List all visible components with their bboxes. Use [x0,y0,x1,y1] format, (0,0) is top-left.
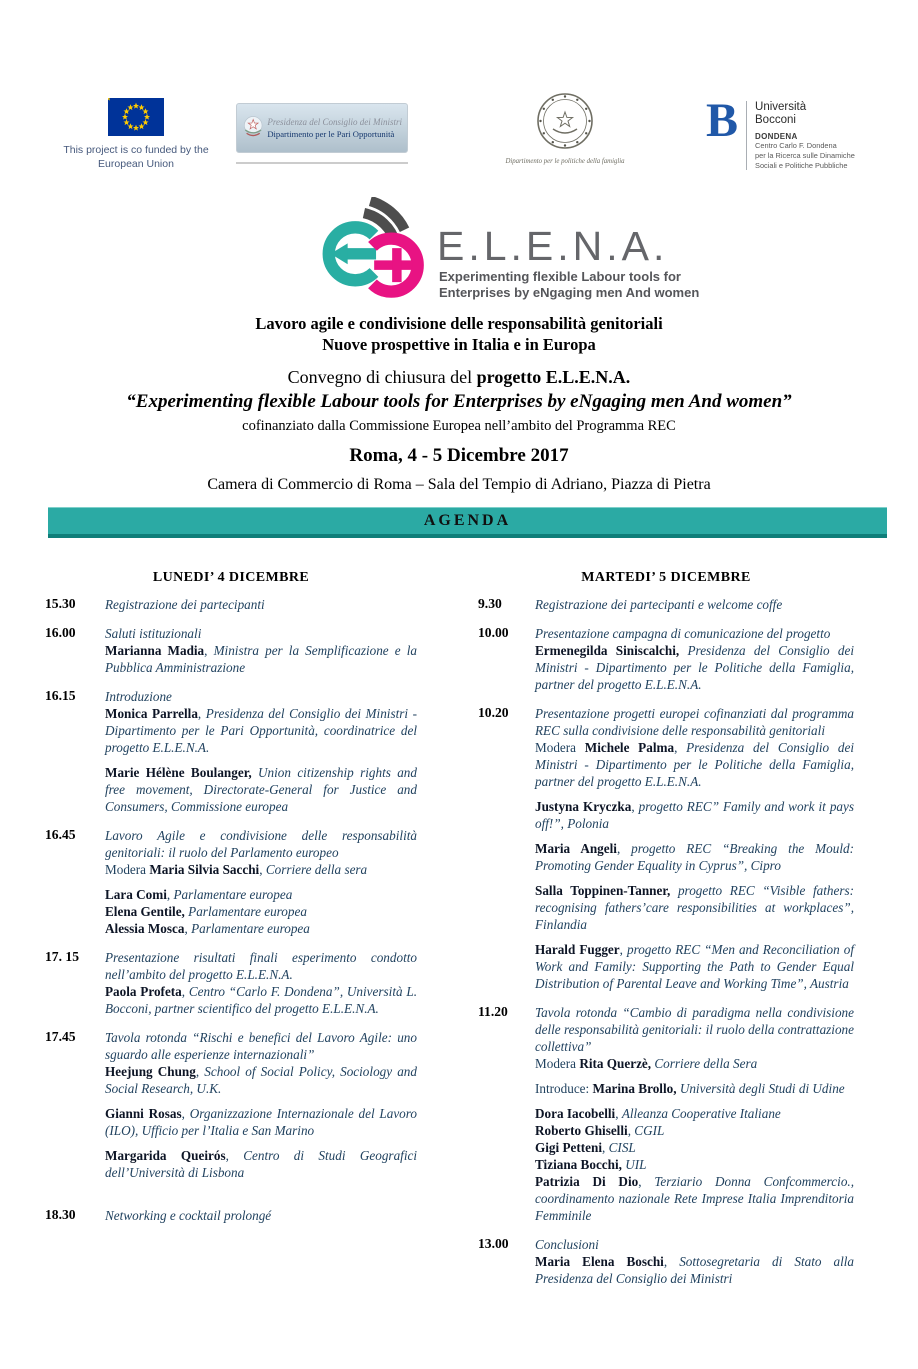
agenda-entry [105,827,417,937]
agenda-text-run: Centro “Carlo F. Dondena”, Università L. Bocconi, partner scientifico del progetto E.L.E.N.A. [105,984,417,1016]
agenda-text-run: Justyna Kryczka [535,799,632,814]
agenda-item [478,596,854,613]
agenda-paragraph [105,1147,417,1181]
elena-tagline [439,269,699,302]
logo-family-department [503,92,627,165]
agenda-paragraph [105,1207,417,1224]
agenda-text-run: Gigi Petteni [535,1140,603,1155]
agenda-paragraph [105,903,417,920]
agenda-text-run [679,643,687,658]
logo-presidenza-consiglio [236,103,408,164]
event-title-line1: Lavoro agile e condivisione delle responsabilità genitoriali [255,314,663,333]
agenda-text-run: , [195,1064,205,1079]
agenda-paragraph [105,861,417,878]
agenda-paragraph [105,1063,417,1097]
agenda-time: 16.00 [45,625,76,640]
agenda-text-run: Modera [105,862,150,877]
agenda-paragraph [105,642,417,676]
convegno-line [0,367,918,388]
agenda-text-run: Monica Parrella [105,706,198,721]
agenda-text-run: , [638,1174,655,1189]
agenda-text-run: Registrazione dei partecipanti [105,597,265,612]
agenda-time: 15.30 [45,596,76,611]
agenda-text-run: Tiziana Bocchi, [535,1157,622,1172]
pcm-divider [236,162,408,164]
agenda-text-run: Organizzazione Internazionale del Lavoro (ILO), Ufficio per l’Italia e San Marino [105,1106,417,1138]
agenda-text-run: Rita Querzè, [579,1056,652,1071]
agenda-time: 10.20 [478,705,509,720]
agenda-item [45,827,417,937]
agenda-paragraph [535,625,854,642]
agenda-text-run: Terziario Donna Confcommercio., coordinamento nazionale Rete Imprese Italia Imprenditoria Femminile [535,1174,855,1223]
agenda-text-run: Presentazione progetti europei cofinanziati dal programma REC sulla condivisione delle responsabilità genitoriali [535,706,854,738]
agenda-entry [105,1207,417,1224]
logo-eu [58,98,214,171]
agenda-text-run: Parlamentare europea [173,887,293,902]
event-venue: Camera di Commercio di Roma – Sala del Tempio di Adriano, Piazza di Pietra [207,476,711,493]
bocconi-name: Bocconi [755,114,796,127]
convegno-project: progetto E.L.E.N.A. [476,367,631,387]
agenda-text-run: , [259,862,266,877]
agenda-paragraph [105,949,417,983]
bocconi-small2: per la Ricerca sulle Dinamiche [755,151,855,161]
pcm-emblem-icon [242,107,264,149]
agenda-text-run: , [619,942,627,957]
agenda-text-run: Presidenza del Consiglio dei Ministri - Dipartimento per le Politiche della Famiglia, partner del progetto E.L.E.N.A. [535,740,854,789]
agenda-text-run: Presidenza del Consiglio dei Ministri - Dipartimento per le Pari Opportunità, coordinatrice del progetto E.L.E.N.A. [105,706,417,755]
agenda-text-run: Elena Gentile, [105,904,185,919]
agenda-text-run: Lara Comi [105,887,167,902]
agenda-text-run: , [674,740,687,755]
agenda-items-tuesday [478,596,854,1287]
event-date: Roma, 4 - 5 Dicembre 2017 [349,445,569,466]
agenda-item [45,596,417,613]
subtitle-quote: “Experimenting flexible Labour tools for Enterprises by eNgaging men And women” [126,391,792,412]
agenda-text-run: , [197,706,206,721]
agenda-time: 11.20 [478,1004,508,1019]
eu-flag-icon [108,98,164,136]
agenda-text-run: CISL [608,1140,636,1155]
agenda-text-run: Dora Iacobelli [535,1106,616,1121]
agenda-text-run: , [166,887,174,902]
agenda-paragraph [535,739,854,790]
agenda-text-run: Heejung Chung [105,1064,196,1079]
agenda-text-run: Centro di Studi Geografici dell’Università di Lisbona [105,1148,418,1180]
agenda-paragraph [105,705,417,756]
pcm-line1: Presidenza del Consiglio dei Ministri [267,117,402,127]
agenda-entry [105,688,417,815]
agenda-paragraph [105,886,417,903]
agenda-time: 10.00 [478,625,509,640]
agenda-text-run: Alleanza Cooperative Italiane [621,1106,781,1121]
bocconi-b-mark: B [706,94,739,147]
agenda-text-run: CGIL [634,1123,665,1138]
agenda-text-run: Marie Hélène Boulanger, [105,765,252,780]
agenda-time: 17.45 [45,1029,76,1044]
agenda-text-run: Maria Silvia Sacchi [149,862,260,877]
agenda-paragraph [535,1004,854,1055]
agenda-text-run [670,883,678,898]
agenda-paragraph [535,596,854,613]
agenda-text-run: Università degli Studi di Udine [679,1081,845,1096]
agenda-entry [105,596,417,613]
pcm-line2: Dipartimento per le Pari Opportunità [267,129,395,139]
agenda-paragraph [105,596,417,613]
agenda-text-run: Alessia Mosca [105,921,185,936]
agenda-time: 16.15 [45,688,76,703]
agenda-paragraph [535,1122,854,1139]
agenda-text-run: Gianni Rosas [105,1106,182,1121]
agenda-text-run: Paola Profeta [105,984,182,999]
agenda-text-run: Marina Brollo, [592,1081,677,1096]
elena-wordmark: E.L.E.N.A. [437,223,669,269]
bocconi-divider [746,101,747,170]
agenda-paragraph [535,1080,854,1097]
agenda-item [45,688,417,815]
elena-mark-icon [321,197,433,303]
agenda-text-run: Michele Palma [584,740,675,755]
agenda-item [478,1004,854,1224]
agenda-items-monday [45,596,417,1224]
agenda-entry [535,1236,854,1287]
agenda-paragraph [105,688,417,705]
agenda-text-run: , [602,1140,609,1155]
agenda-paragraph [105,920,417,937]
agenda-paragraph [105,1029,417,1063]
agenda-time: 18.30 [45,1207,76,1222]
eu-funding-caption: This project is co funded by the European Union [63,144,209,171]
agenda-text-run: Registrazione dei partecipanti e welcome coffe [535,597,783,612]
agenda-text-run: Ermenegilda Siniscalchi, [535,643,680,658]
pcm-text [267,117,402,139]
agenda-paragraph [535,798,854,832]
agenda-entry [535,705,854,992]
agenda-text-run: progetto REC “Breaking the Mould: Promoting Gender Equality in Cyprus”, Cipro [535,841,854,873]
agenda-paragraph [535,1253,854,1287]
agenda-text-run: , [615,1106,622,1121]
agenda-text-run: Tavola rotonda “Cambio di paradigma nella condivisione delle responsabilità genitoriali: il ruolo della contrattazione collettiva” [535,1005,854,1054]
cofunding-line: cofinanziato dalla Commissione Europea nell’ambito del Programma REC [242,418,676,434]
agenda-paragraph [535,705,854,739]
agenda-text-run: Conclusioni [535,1237,599,1252]
agenda-paragraph [535,1139,854,1156]
agenda-text-run: Modera [535,1056,580,1071]
agenda-text-run: Tavola rotonda “Rischi e benefici del Lavoro Agile: uno sguardo alle esperienze internazionali” [105,1030,417,1062]
agenda-text-run: Parlamentare europea [191,921,310,936]
agenda-paragraph [535,1156,854,1173]
agenda-time: 16.45 [45,827,76,842]
agenda-paragraph [535,1055,854,1072]
agenda-text-run: Lavoro Agile e condivisione delle responsabilità genitoriali: il ruolo del Parlamento europeo [105,828,417,860]
agenda-text-run: , [616,841,632,856]
agenda-day-header-monday: LUNEDI’ 4 DICEMBRE [152,570,310,585]
bocconi-text [755,99,855,170]
agenda-text-run: , [627,1123,635,1138]
agenda-text-run: , [663,1254,680,1269]
agenda-text-run: Union citizenship rights and free movement, Directorate-General for Justice and Consumers, Commissione europea [105,765,417,814]
agenda-text-run: Presidenza del Consiglio dei Ministri - Dipartimento per le Politiche della Famiglia, partner del progetto E.L.E.N.A. [535,643,854,692]
agenda-text-run: Patrizia Di Dio [535,1174,639,1189]
agenda-paragraph [105,1105,417,1139]
agenda-day-header-tuesday: MARTEDI’ 5 DICEMBRE [581,570,751,585]
agenda-text-run: Salla Toppinen-Tanner, [535,883,671,898]
agenda-text-run: Harald Fugger [535,942,620,957]
agenda-text-run: Parlamentare europea [188,904,307,919]
agenda-text-run: UIL [625,1157,647,1172]
agenda-text-run: Introduce: [535,1081,593,1096]
bocconi-universita: Università [755,101,807,113]
elena-tagline-line2: Enterprises by eNgaging men And women [439,285,700,301]
agenda-text-run: Maria Elena Boschi [535,1254,664,1269]
agenda-text-run: Ministra per la Semplificazione e la Pubblica Amministrazione [105,643,417,675]
agenda-text-run: Marianna Madia [105,643,205,658]
agenda-column-monday [45,570,417,1236]
agenda-text-run: Margarida Queirós [105,1148,226,1163]
agenda-column-tuesday [478,570,854,1299]
agenda-entry [535,625,854,693]
agenda-text-run: Sottosegretaria di Stato alla Presidenza del Consiglio dei Ministri [535,1254,855,1286]
agenda-paragraph [105,983,417,1017]
agenda-paragraph [105,764,417,815]
agenda-paragraph [105,625,417,642]
agenda-text-run: , [225,1148,244,1163]
bocconi-small1: Centro Carlo F. Dondena [755,141,837,151]
agenda-entry [105,949,417,1017]
agenda-entry [105,625,417,676]
agenda-paragraph [535,1105,854,1122]
agenda-text-run: , [184,921,192,936]
elena-tagline-line1: Experimenting flexible Labour tools for [439,269,681,284]
agenda-text-run: , [181,984,189,999]
agenda-item [45,949,417,1017]
agenda-banner: AGENDA [48,507,887,538]
agenda-paragraph [535,941,854,992]
family-seal-caption: Dipartimento per le politiche della famiglia [505,158,625,165]
agenda-text-run: Roberto Ghiselli [535,1123,628,1138]
bocconi-dondena: DONDENA [755,132,798,142]
family-seal-icon [536,92,594,150]
agenda-time: 9.30 [478,596,502,611]
agenda-item [478,625,854,693]
agenda-paragraph [535,840,854,874]
pcm-banner [236,103,408,153]
agenda-paragraph [535,1236,854,1253]
convegno-prefix: Convegno di chiusura del [287,367,477,387]
agenda-item [45,1207,417,1224]
agenda-time: 13.00 [478,1236,509,1251]
logo-bocconi [706,94,855,170]
agenda-text-run: , [204,643,214,658]
agenda-entry [535,1004,854,1224]
agenda-item [478,1236,854,1287]
agenda-paragraph [535,642,854,693]
agenda-text-run: School of Social Policy, Sociology and Social Research, U.K. [105,1064,417,1096]
agenda-entry [535,596,854,613]
agenda-text-run: Modera [535,740,585,755]
agenda-item [45,1029,417,1181]
agenda-time: 17. 15 [45,949,79,964]
bocconi-small3: Sociali e Politiche Pubbliche [755,160,848,170]
agenda-text-run: , [181,1106,190,1121]
agenda-text-run: progetto REC “Men and Reconciliation of Work and Family: Supporting the Path to Gender Equal Distribution of Parental Leave and Working Time”, Austria [535,942,854,991]
agenda-item [45,625,417,676]
agenda-text-run: Presentazione campagna di comunicazione del progetto [535,626,831,641]
agenda-text-run: progetto REC “Visible fathers: recognising fathers’care responsibilities at workplaces”, Finlandia [535,883,854,932]
agenda-text-run: Introduzione [105,689,172,704]
agenda-text-run: Corriere della Sera [654,1056,758,1071]
agenda-paragraph [535,1173,854,1224]
event-title-line2: Nuove prospettive in Italia e in Europa [322,335,596,354]
agenda-paragraph [105,827,417,861]
agenda-item [478,705,854,992]
agenda-text-run: Presentazione risultati finali esperimento condotto nell’ambito del progetto E.L.E.N.A. [105,950,417,982]
agenda-text-run: Corriere della sera [265,862,368,877]
agenda-paragraph [535,882,854,933]
agenda-text-run: , [631,799,639,814]
agenda-text-run: Networking e cocktail prolongé [105,1208,272,1223]
agenda-text-run: Saluti istituzionali [105,626,202,641]
agenda-text-run: progetto REC” Family and work it pays off!”, Polonia [535,799,855,831]
agenda-entry [105,1029,417,1181]
agenda-text-run: Maria Angeli [535,841,617,856]
